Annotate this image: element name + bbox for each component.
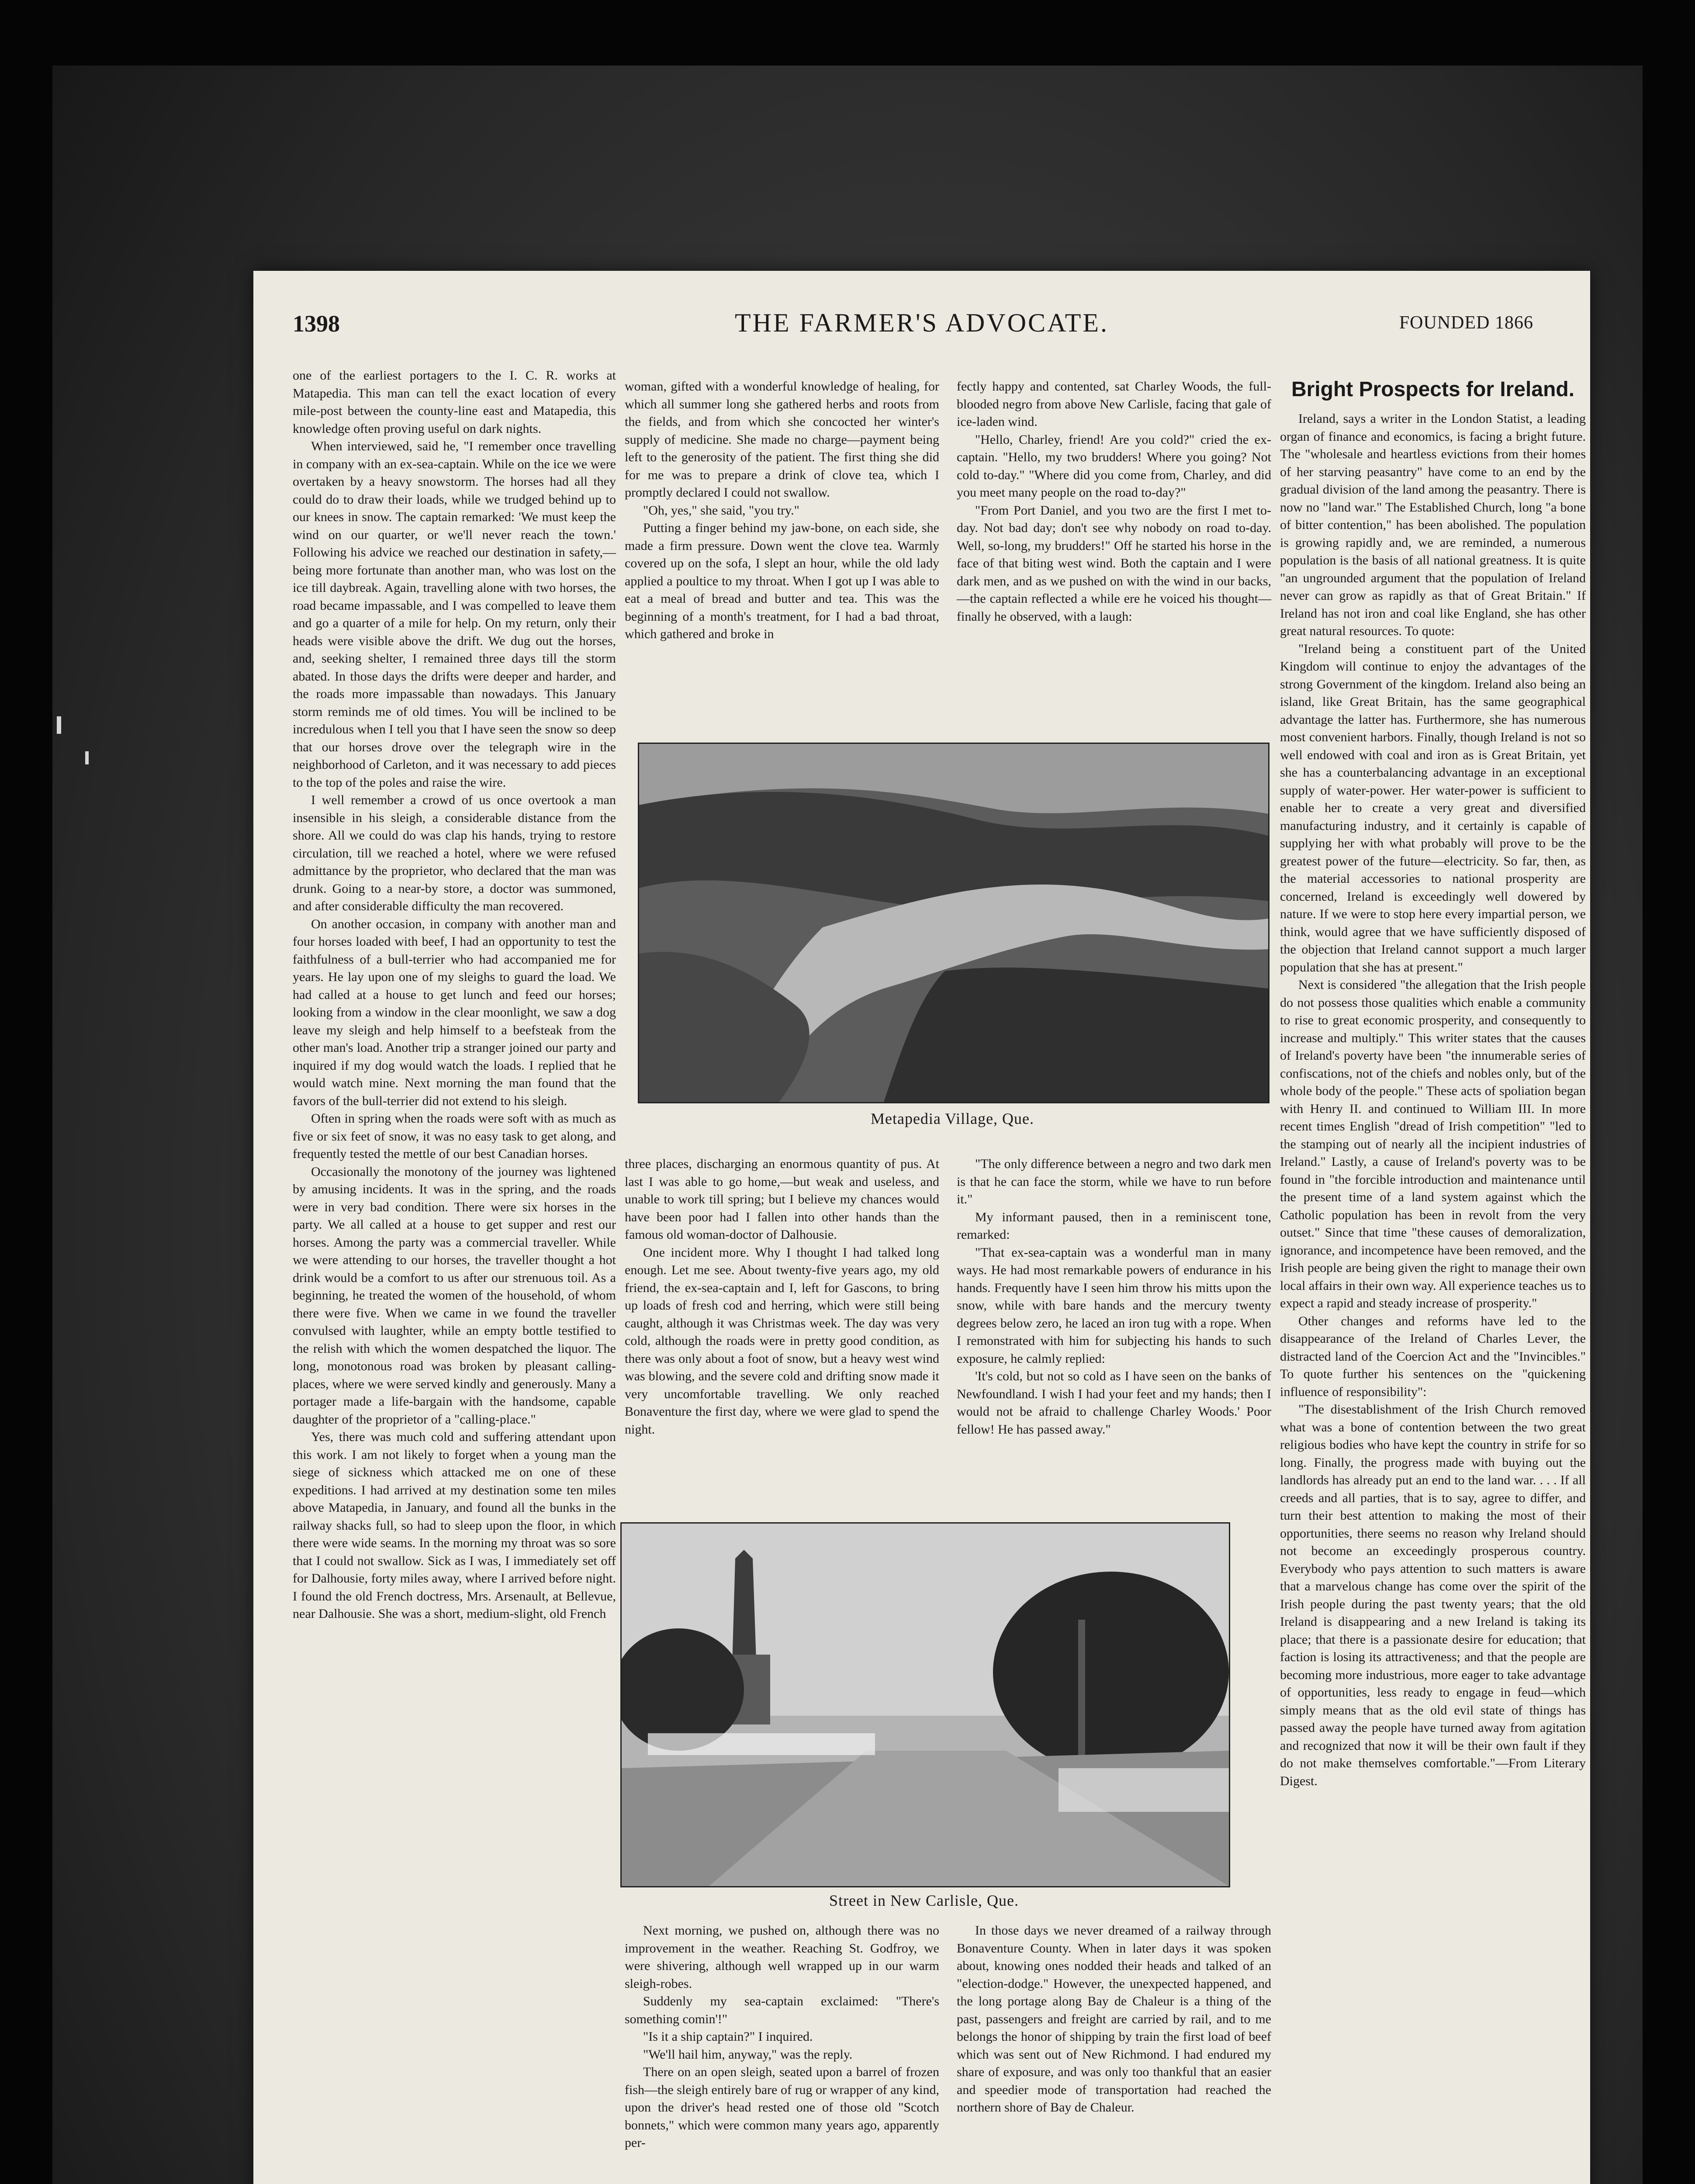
paragraph: "The only difference between a negro and two dark men is that he can face the storm, while we have to run before it." <box>957 1157 1271 1206</box>
paragraph: woman, gifted with a wonderful knowledge of healing, for which all summer long she gathered herbs and roots from the fields, and from which she concocted her winter's supply of medicine. She made no charge—payment being left to the generosity of the patient. The first thing she did for me was to prepare a drink of clove tea, which I promptly declared I could not swallow. <box>625 379 939 500</box>
paragraph: "Ireland being a constituent part of the United Kingdom will continue to enjoy the advantages of the strong Government of the kingdom. Ireland also being an island, like Great Britain, has the same geographical advantage the latter has. Furthermore, she has numerous most convenient harbors. Finally, though Ireland is not so well endowed with coal and iron as is Great Britain, yet she has a counterbalancing advantage in an exceptional supply of water-power. Her water-power is sufficient to enable her to create a very great and diversified manufacturing industry, and it certainly is capable of supplying her with what probably will prove to be the greatest power of the future—electricity. So far, then, as the material accessories to national prosperity are concerned, Ireland is exceedingly well dowered by nature. If we were to stop here every impartial person, we think, would agree that we have sufficiently disposed of the objection that Ireland cannot support a much larger population that she has at present." <box>1280 641 1586 975</box>
column-2-bottom <box>625 1922 939 2152</box>
paragraph: Often in spring when the roads were soft with as much as five or six feet of snow, it was no easy task to get along, and frequently tested the mettle of our best Canadian horses. <box>293 1111 616 1161</box>
paragraph: I well remember a crowd of us once overtook a man insensible in his sleigh, a considerable distance from the shore. All we could do was clap his hands, trying to restore circulation, till we reached a hotel, where we were refused admittance by the proprietor, who declared that the man was drunk. Going to a near-by store, a doctor was summoned, and after considerable difficulty the man recovered. <box>293 793 616 913</box>
paragraph: Other changes and reforms have led to the disappearance of the Ireland of Charles Lever, the distracted land of the Coercion Act and the "Invincibles." To quote further his sentences on the "quickening influence of responsibility": <box>1280 1313 1586 1399</box>
page-number: 1398 <box>293 311 340 337</box>
paragraph: "That ex-sea-captain was a wonderful man in many ways. He had most remarkable powers of endurance in his hands. Frequently have I seen him throw his mitts upon the snow, while with bare hands and the mercury twenty degrees below zero, he laced an iron tug with a rope. When I remonstrated with him for subjecting his hands to such exposure, he calmly replied: <box>957 1245 1271 1366</box>
column-3-bottom <box>957 1922 1271 2117</box>
film-scratch <box>57 716 61 734</box>
photo-metapedia-village <box>638 743 1270 1103</box>
paragraph: Yes, there was much cold and suffering attendant upon this work. I am not likely to forget when a young man the siege of sickness which attacked me on one of these expeditions. I had arrived at my destination some ten miles above Matapedia, in January, and found all the bunks in the railway shacks full, so had to sleep upon the floor, in which there were wide seams. In the morning my throat was so sore that I could not swallow. Sick as I was, I immediately set off for Dalhousie, forty miles away, where I arrived before night. I found the old French doctress, Mrs. Arsenault, at Bellevue, near Dalhousie. She was a short, medium-slight, old French <box>293 1430 616 1621</box>
paragraph: My informant paused, then in a reminiscent tone, remarked: <box>957 1209 1271 1242</box>
column-1 <box>293 367 616 1623</box>
paragraph: 'It's cold, but not so cold as I have seen on the banks of Newfoundland. I wish I had your feet and my hands; then I would not be afraid to challenge Charley Woods.' Poor fellow! He has passed away." <box>957 1369 1271 1437</box>
masthead-title: THE FARMER'S ADVOCATE. <box>734 308 1109 337</box>
page-header <box>253 271 1590 337</box>
paragraph: Next morning, we pushed on, although there was no improvement in the weather. Reaching St. Godfroy, we were shivering, although well wrapped up in our warm sleigh-robes. <box>625 1923 939 1991</box>
column-2-middle <box>625 1155 939 1438</box>
paragraph: In those days we never dreamed of a railway through Bonaventure County. When in later days it was spoken about, knowing ones nodded their heads and talked of an "election-dodge." However, the unexpected happened, and the long portage along Bay de Chaleur is a thing of the past, passengers and freight are carried by rail, and to me belongs the honor of shipping by train the first load of beef which was sent out of New Richmond. I had endured my share of exposure, and was only too thankful that an easier and speedier mode of transportation had reached the northern shore of Bay de Chaleur. <box>957 1923 1271 2115</box>
photo-new-carlisle-street <box>620 1522 1230 1887</box>
paragraph: There on an open sleigh, seated upon a barrel of frozen fish—the sleigh entirely bare of rug or wrapper of any kind, upon the driver's head rested one of those old "Scotch bonnets," which were common many years ago, apparently per- <box>625 2065 939 2150</box>
paragraph: one of the earliest portagers to the I. C. R. works at Matapedia. This man can tell the exact location of every mile-post between the county-line east and Matapedia, this knowledge often proving useful on dark nights. <box>293 368 616 436</box>
column-3-middle <box>957 1155 1271 1438</box>
paragraph: "The disestablishment of the Irish Church removed what was a bone of contention between the two great religious bodies who have kept the country in strife for so long. Finally, the progress made with buying out the landlords has already put an end to the land war. . . . If all creeds and all parties, that is to say, agree to differ, and turn their best attention to making the most of their opportunities, there seems no reason why Ireland should not become an exceedingly prosperous country. Everybody who pays attention to such matters is aware that a marvelous change has come over the spirit of the Irish people during the past twenty years; that the old Ireland is disappearing and a new Ireland is taking its place; that there is a passionate desire for education; that faction is losing its attractiveness; and that the people are becoming more industrious, more eager to take advantage of opportunities, less ready to engage in feud—which simply means that as the old evil state of things has passed away the people have turned away from agitation and recognized that now it will be their own fault if they do not make themselves comfortable."—From Literary Digest. <box>1280 1402 1586 1788</box>
column-3-top <box>957 378 1271 625</box>
paragraph: Next is considered "the allegation that the Irish people do not possess those qualities which enable a community to rise to great economic prosperity, and consequently to increase and multiply." This writer states that the causes of Ireland's poverty have been "the innumerable series of confiscations, not of the chiefs and nobles only, but of the whole body of the people." These acts of spoliation began with Henry II. and continued to William III. In more recent times English "dread of Irish competition" "led to the stamping out of nearly all the incipient industries of Ireland." Lastly, a cause of Ireland's poverty was to be found in "the forcible introduction and maintenance until the present time of a land system against which the Catholic population has been in revolt from the very outset." Since that time "these causes of demoralization, ignorance, and incompetence have been removed, and the Irish people are being given the right to manage their own local affairs in their own way. All experience teaches us to expect a rapid and steady increase of prosperity." <box>1280 978 1586 1310</box>
newspaper-page <box>253 271 1590 2184</box>
column-2-top <box>625 378 939 643</box>
photo-caption: Street in New Carlisle, Que. <box>829 1892 1019 1909</box>
paragraph: Occasionally the monotony of the journey was lightened by amusing incidents. It was in the spring, and the roads were in very bad condition. There were six horses in the party. We all called at a house to get supper and rest our horses. Among the party was a commercial traveller. While we were attending to our horses, the traveller thought a hot drink would be a comfort to us after our strenuous toil. As a beginning, he treated the women of the household, of whom there were five. When we came in we found the traveller convulsed with laughter, while an empty bottle testified to the relish with which the women despatched the liquor. The long, monotonous road was broken by pleasant calling-places, where we were served kindly and generously. Many a portager made a life-bargain with the handsome, capable daughter of the proprietor of a "calling-place." <box>293 1164 616 1427</box>
founded-note: FOUNDED 1866 <box>1399 313 1533 333</box>
paragraph: "We'll hail him, anyway," was the reply. <box>643 2047 853 2062</box>
film-scratch <box>85 751 89 764</box>
paragraph: fectly happy and contented, sat Charley Woods, the full-blooded negro from above New Carlisle, facing that gale of ice-laden wind. <box>957 379 1271 429</box>
paragraph: When interviewed, said he, "I remember once travelling in company with an ex-sea-captain. While on the ice we were overtaken by a heavy snowstorm. The horses had all they could do to draw their loads, while we trudged behind up to our knees in snow. The captain remarked: 'We must keep the wind on our quarter, or we'll never reach the town.' Following his advice we reached our destination in safety,—being more fortunate than another man, who was lost on the ice till daybreak. Again, travelling alone with two horses, the road became impassable, and I was compelled to leave them and go a quarter of a mile for help. On my return, only their heads were visible above the drift. We dug out the horses, and, seeking shelter, I remained three days till the storm abated. In those days the drifts were deeper and harder, and the roads more impassable than nowadays. This January storm reminds me of old times. You will be inclined to be incredulous when I tell you that I have seen the snow so deep that our horses drove over the telegraph wire in the neighborhood of Carleton, and it was necessary to add pieces to the top of the poles and raise the wire. <box>293 439 616 790</box>
article-heading: Bright Prospects for Ireland. <box>1291 378 1575 401</box>
paragraph: "From Port Daniel, and you two are the first I met to-day. Not bad day; don't see why nobody on road to-day. Well, so-long, my brudders!" Off he started his horse in the face of that biting west wind. Both the captain and I were dark men, and as we pushed on with the wind in our backs,—the captain reflected a while ere he voiced his thought—finally he observed, with a laugh: <box>957 503 1271 624</box>
paragraph: "Hello, Charley, friend! Are you cold?" cried the ex-captain. "Hello, my two brudders! Where you going? Not cold to-day." "Where did you come from, Charley, and did you meet many people on the road to-day?" <box>957 432 1271 500</box>
paragraph: Ireland, says a writer in the London Statist, a leading organ of finance and economics, is facing a bright future. The "wholesale and heartless evictions from their homes of her starving peasantry" have come to an end by the gradual division of the land among the peasantry. There is now no "land war." The Established Church, long "a bone of bitter contention," has been abolished. The population is growing rapidly and, we are reminded, a numerous population is the basis of all national greatness. It is quite "an ungrounded argument that the population of Ireland never can grow as rapidly as that of Great Britain." If Ireland has not iron and coal like England, she has other great natural resources. To quote: <box>1280 411 1586 638</box>
paragraph: "Is it a ship captain?" I inquired. <box>643 2029 813 2044</box>
paragraph: On another occasion, in company with another man and four horses loaded with beef, I had an opportunity to test the faithfulness of a bull-terrier who had accompanied me for years. He lay upon one of my sleighs to guard the load. We had called at a house to get lunch and feed our horses; looking from a window in the clear moonlight, we saw a dog leave my sleigh and help himself to a beefsteak from the other man's load. Another trip a stranger joined our party and inquired if my dog would watch the loads. I replied that he would watch mine. Next morning the man found that the favors of the bull-terrier did not extend to his sleigh. <box>293 916 616 1108</box>
paragraph: Suddenly my sea-captain exclaimed: "There's something comin'!" <box>625 1994 939 2026</box>
photo-caption: Metapedia Village, Que. <box>870 1110 1034 1127</box>
paragraph: One incident more. Why I thought I had talked long enough. Let me see. About twenty-five years ago, my old friend, the ex-sea-captain and I, left for Gascons, to bring up loads of fresh cod and herring, which were still being caught, although it was Christmas week. The day was very cold, although the roads were in pretty good condition, as there was only about a foot of snow, but a heavy west wind was blowing, and the severe cold and drifting snow made it very uncomfortable travelling. We only reached Bonaventure the first day, where we were glad to spend the night. <box>625 1245 939 1437</box>
paragraph: "Oh, yes," she said, "you try." <box>643 503 799 518</box>
paragraph: three places, discharging an enormous quantity of pus. At last I was able to go home,—but weak and useless, and unable to work till spring; but I believe my chances would have been poor had I fallen into other hands than the famous old woman-doctor of Dalhousie. <box>625 1157 939 1242</box>
column-4 <box>1280 378 1586 1790</box>
paragraph: Putting a finger behind my jaw-bone, on each side, she made a firm pressure. Down went the clove tea. Warmly covered up on the sofa, I slept an hour, while the old lady applied a poultice to my throat. When I got up I was able to eat a meal of bread and butter and tea. This was the beginning of a month's treatment, for I had a bad throat, which gathered and broke in <box>625 521 939 641</box>
